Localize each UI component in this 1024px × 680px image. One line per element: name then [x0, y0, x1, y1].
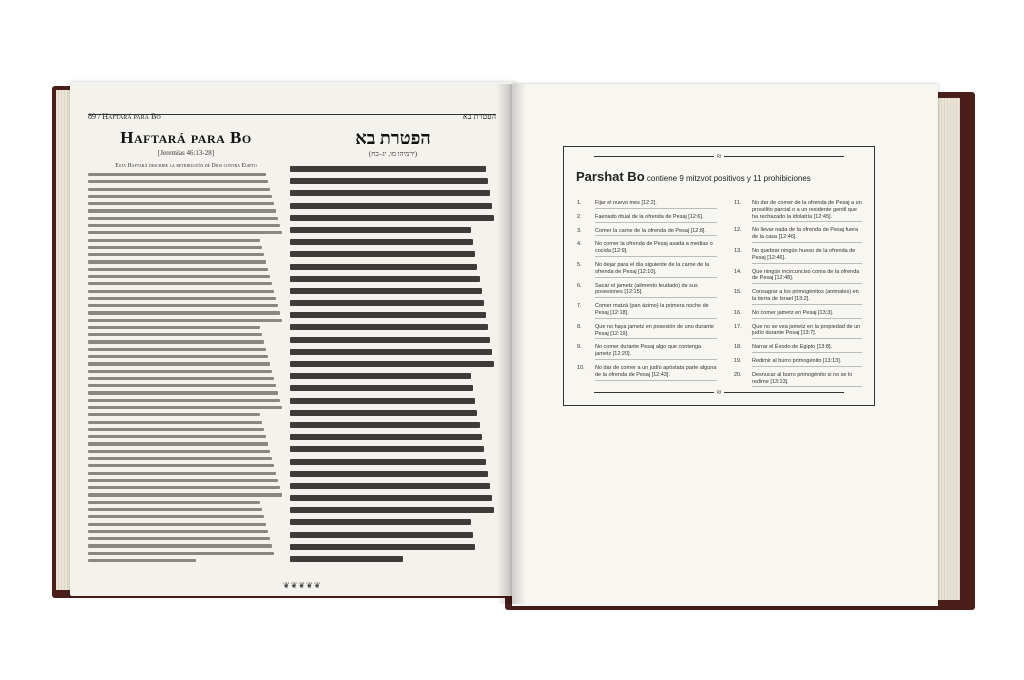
text-line — [88, 180, 268, 183]
text-line — [88, 326, 260, 329]
text-line — [88, 406, 282, 409]
text-line — [290, 190, 490, 196]
text-line — [290, 178, 488, 184]
text-line — [88, 370, 272, 373]
mitzvah-item — [577, 283, 717, 299]
text-line — [88, 202, 274, 205]
text-line — [290, 300, 484, 306]
mitzvah-item — [577, 365, 717, 381]
mitzvah-text: No dar de comer de la ofrenda de Pesaj a un prosélito parcial o a un residente gentil que ha rechazado la idolatría [12:45]. — [752, 200, 862, 222]
spanish-intro: Esta Haftará describe la retribución de Dios contra Egipto — [115, 163, 257, 169]
hebrew-reference: (ירמיהו מו, יג–כח) — [368, 150, 418, 158]
hebrew-column — [290, 128, 496, 580]
text-line — [88, 515, 264, 518]
mitzvah-number: 18. — [734, 344, 742, 351]
mitzvah-text: Comer la carne de la ofrenda de Pesaj [12:8]. — [595, 228, 717, 237]
text-line — [88, 450, 270, 453]
text-line — [88, 224, 280, 227]
text-line — [290, 324, 488, 330]
box-title — [576, 169, 811, 184]
text-line — [88, 319, 282, 322]
running-head-left: 89 / Haftará para Bo — [88, 112, 161, 121]
text-line — [88, 530, 268, 533]
mitzvah-text: Que ningún incircunciso coma de la ofrenda de Pesaj [12:48]. — [752, 269, 862, 285]
mitzvah-text: Que no se vea jametz en la propiedad de un judío durante Pesaj [13:7]. — [752, 324, 862, 340]
hebrew-title: הפטרת בא — [355, 128, 431, 148]
text-line — [88, 348, 266, 351]
mitzvah-item — [734, 289, 862, 305]
text-line — [88, 188, 270, 191]
mitzvah-number: 6. — [577, 282, 582, 289]
mitzvah-number: 2. — [577, 213, 582, 220]
text-line — [88, 333, 262, 336]
mitzvah-text: Comer matzá (pan ázimo) la primera noche de Pesaj [12:18]. — [595, 303, 717, 319]
spanish-title: Haftará para Bo — [120, 128, 252, 147]
text-line — [290, 288, 482, 294]
mitzvah-text: Narrar el Éxodo de Egipto [13:8]. — [752, 344, 862, 353]
text-line — [290, 483, 490, 489]
text-line — [88, 435, 266, 438]
text-line — [88, 399, 280, 402]
mitzvah-number: 7. — [577, 303, 582, 310]
mitzvah-text: No comer jametz en Pesaj [13:3]. — [752, 310, 862, 319]
text-line — [88, 268, 268, 271]
text-line — [88, 173, 266, 176]
text-line — [88, 493, 282, 496]
text-line — [290, 556, 403, 562]
text-line — [88, 304, 278, 307]
mitzvah-text: Redimir al burro primogénito [13:13]. — [752, 358, 862, 367]
running-head — [88, 112, 496, 121]
text-line — [88, 552, 274, 555]
text-line — [88, 501, 260, 504]
mitzvah-item — [734, 200, 862, 222]
mitzvah-text: Desnucar al burro primogénito si no se lo redime [13:13]. — [752, 372, 862, 388]
mitzvot-list-right — [734, 200, 862, 392]
text-line — [88, 508, 262, 511]
mitzvah-number: 17. — [734, 323, 742, 330]
mitzvah-item — [577, 262, 717, 278]
mitzvah-number: 8. — [577, 323, 582, 330]
mitzvah-text: Faenado ritual de la ofrenda de Pesaj [12:6]. — [595, 214, 717, 223]
text-line — [88, 195, 272, 198]
text-line — [88, 421, 262, 424]
mitzvah-number: 13. — [734, 247, 742, 254]
text-line — [88, 391, 278, 394]
mitzvah-number: 9. — [577, 344, 582, 351]
text-line — [88, 544, 272, 547]
box-title-rest: contiene 9 mitzvot positivos y 11 prohibiciones — [644, 174, 811, 183]
mitzvah-number: 12. — [734, 227, 742, 234]
mitzvah-number: 16. — [734, 309, 742, 316]
mitzvah-text: Fijar el nuevo mes [12:2]. — [595, 200, 717, 209]
running-head-right: הפטרת בא — [462, 112, 496, 121]
text-line — [88, 377, 274, 380]
mitzvot-list-left — [577, 200, 717, 386]
text-line — [88, 340, 264, 343]
text-line — [290, 227, 471, 233]
mitzvah-item — [577, 241, 717, 257]
mitzvah-number: 5. — [577, 261, 582, 268]
mitzvah-item — [734, 227, 862, 243]
book-gutter — [496, 84, 526, 604]
mitzvah-text: No dejar para el día siguiente de la carne de la ofrenda de Pesaj [12:10]. — [595, 262, 717, 278]
mitzvah-number: 10. — [577, 364, 585, 371]
text-line — [290, 532, 473, 538]
text-line — [88, 231, 282, 234]
mitzvah-text: Consagrar a los primogénitos (animales) en la tierra de Israel [13:2]. — [752, 289, 862, 305]
mitzvah-item — [577, 228, 717, 237]
mitzvah-item — [734, 310, 862, 319]
text-line — [88, 479, 278, 482]
text-line — [88, 486, 280, 489]
text-line — [88, 428, 264, 431]
text-line — [290, 446, 484, 452]
mitzvah-text: No comer la ofrenda de Pesaj asada a medias o cocida [12:9]. — [595, 241, 717, 257]
text-line — [88, 297, 276, 300]
text-line — [290, 276, 480, 282]
text-line — [290, 166, 486, 172]
mitzvah-number: 15. — [734, 289, 742, 296]
text-line — [88, 239, 260, 242]
text-line — [88, 384, 276, 387]
box-bottom-ornament: ≈ — [564, 387, 874, 397]
text-line — [88, 362, 270, 365]
text-line — [88, 253, 264, 256]
text-line — [290, 373, 471, 379]
mitzvah-item — [734, 248, 862, 264]
mitzvah-text: Que no haya jametz en posesión de uno durante Pesaj [12:19]. — [595, 324, 717, 340]
spanish-body-text — [88, 173, 284, 562]
mitzvah-number: 19. — [734, 357, 742, 364]
text-line — [88, 537, 270, 540]
text-line — [88, 246, 262, 249]
mitzvah-item — [577, 200, 717, 209]
text-line — [88, 472, 276, 475]
mitzvah-text: Sacar el jametz (alimento leudado) de sus posesiones [12:15]. — [595, 283, 717, 299]
text-line — [290, 495, 492, 501]
mitzvah-item — [734, 344, 862, 353]
box-top-ornament: ≈ — [564, 151, 874, 161]
mitzvah-number: 1. — [577, 200, 582, 206]
text-line — [290, 203, 492, 209]
mitzvah-text: No quebrar ningún hueso de la ofrenda de Pesaj [12:46]. — [752, 248, 862, 264]
text-line — [88, 209, 276, 212]
text-line — [290, 264, 477, 270]
mitzvah-number: 14. — [734, 268, 742, 275]
spanish-reference: [Jeremías 46:13-28] — [157, 149, 215, 157]
mitzvah-text: No comer durante Pesaj algo que contenga jametz [12:20]. — [595, 344, 717, 360]
mitzvah-item — [577, 344, 717, 360]
page-ornament: ❦❦❦❦❦ — [283, 581, 322, 590]
text-line — [88, 464, 274, 467]
text-line — [88, 275, 270, 278]
text-line — [88, 442, 268, 445]
mitzvah-number: 4. — [577, 241, 582, 248]
mitzvah-item — [734, 358, 862, 367]
mitzvah-item — [577, 214, 717, 223]
text-line — [88, 413, 260, 416]
text-line — [88, 217, 278, 220]
text-line — [88, 559, 196, 562]
text-line — [290, 519, 471, 525]
text-line — [290, 471, 488, 477]
text-line — [290, 434, 482, 440]
text-line — [290, 349, 492, 355]
mitzvah-item — [734, 269, 862, 285]
text-line — [290, 544, 475, 550]
mitzvah-item — [734, 372, 862, 388]
text-line — [88, 282, 272, 285]
text-line — [88, 311, 280, 314]
text-line — [290, 215, 494, 221]
box-title-parsha: Parshat Bo — [576, 169, 645, 184]
spanish-column — [88, 128, 284, 580]
text-line — [290, 398, 475, 404]
text-line — [290, 422, 480, 428]
text-line — [290, 459, 486, 465]
text-line — [290, 507, 494, 513]
mitzvah-number: 11. — [734, 200, 742, 206]
text-line — [290, 337, 490, 343]
text-line — [290, 251, 475, 257]
mitzvah-number: 20. — [734, 371, 742, 378]
mitzvah-item — [734, 324, 862, 340]
text-line — [290, 410, 477, 416]
text-line — [290, 239, 473, 245]
text-line — [88, 457, 272, 460]
mitzvah-item — [577, 303, 717, 319]
text-line — [88, 523, 266, 526]
text-line — [290, 385, 473, 391]
mitzvah-item — [577, 324, 717, 340]
text-line — [290, 312, 486, 318]
text-line — [88, 290, 274, 293]
mitzvah-number: 3. — [577, 227, 582, 234]
mitzvah-text: No llevar nada de la ofrenda de Pesaj fuera de la casa [12:46]. — [752, 227, 862, 243]
text-line — [88, 355, 268, 358]
hebrew-body-text — [290, 166, 496, 562]
text-line — [88, 260, 266, 263]
text-line — [290, 361, 494, 367]
mitzvah-text: No dar de comer a un judío apóstata parte alguna de la ofrenda de Pesaj [12:43]. — [595, 365, 717, 381]
